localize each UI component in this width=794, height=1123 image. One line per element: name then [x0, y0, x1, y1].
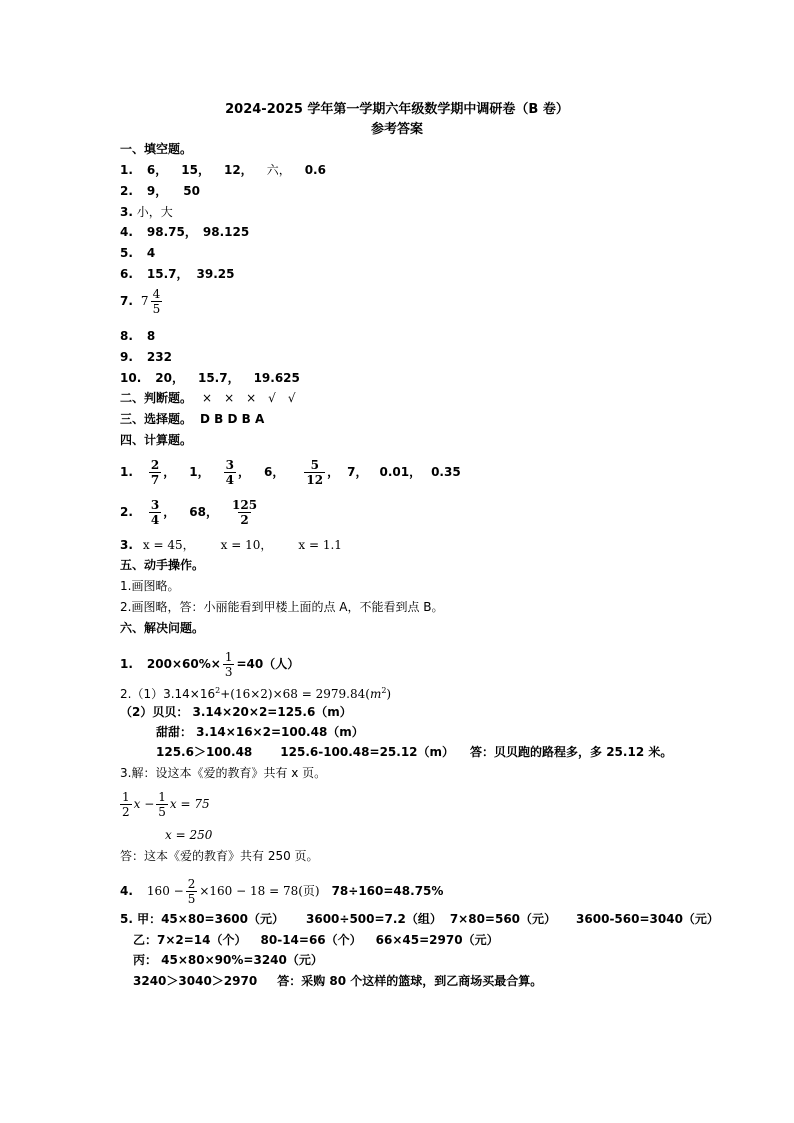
s6-q4: 4. 160 − $\frac{2}{5}$ ×160 − 18 = 78(页) 78÷160=48.75% — [120, 877, 444, 906]
mixed-fraction: $\frac{4}{5}$ — [152, 287, 161, 316]
s4-q2: 2. $\frac{3}{4}$ ， 68， $\frac{125}{2}$ — [120, 498, 258, 527]
s1-q10: 10. 20， 15.7， 19.625 — [120, 371, 300, 385]
s1-q5: 5. 4 — [120, 246, 156, 260]
s6-q3-line-1: 3.解：设这本《爱的教育》共有 x 页。 — [120, 766, 327, 780]
section-5-heading: 五、动手操作。 — [120, 558, 205, 572]
s6-q2-line-2: （2）贝贝： 3.14×20×2=125.6（m） — [120, 705, 352, 719]
section-2: 二、判断题。 × × × √ √ — [120, 391, 296, 405]
s1-q1: 1. 6， 15， 12， 六， 0.6 — [120, 163, 326, 177]
s6-q5-line-1: 5. 甲：45×80=3600（元） 3600÷500=7.2（组） 7×80=560（元） 3600-560=3040（元） — [120, 912, 719, 926]
s6-q2-line-3: 甜甜： 3.14×16×2=100.48（m） — [156, 725, 364, 739]
s5-line-1: 1.画图略。 — [120, 579, 180, 593]
s1-q6: 6. 15.7， 39.25 — [120, 267, 235, 281]
s6-q1: 1. 200×60%× $\frac{1}{3}$ =40（人） — [120, 650, 300, 679]
s6-q2-line-4: 125.6＞100.48 125.6-100.48=25.12（m） 答：贝贝跑的路程多，多 25.12 米。 — [156, 745, 673, 759]
page-title: 2024-2025 学年第一学期六年级数学期中调研卷（B 卷） — [225, 102, 569, 117]
s1-q9: 9. 232 — [120, 350, 172, 364]
s6-q3-solution: x = 250 — [165, 828, 213, 842]
s1-q8: 8. 8 — [120, 329, 156, 343]
s6-q5-line-3: 丙： 45×80×90%=3240（元） — [133, 953, 323, 967]
s6-q2-line-1: $2.(1)3.14\times 16^2+(16\times 2)\times 68 = 2979.84(m^2)$ — [120, 686, 392, 701]
s4-q3: 3. x = 45， x = 10， x = 1.1 — [120, 538, 342, 552]
s1-q4: 4. 98.75， 98.125 — [120, 225, 250, 239]
s1-q2: 2. 9， 50 — [120, 184, 200, 198]
s1-q7: 7. 7 $\frac{4}{5}$ — [120, 287, 161, 316]
s5-line-2: 2.画图略，答：小丽能看到甲楼上面的点 A，不能看到点 B。 — [120, 600, 444, 614]
section-3: 三、选择题。 D B D B A — [120, 412, 265, 426]
section-4-heading: 四、计算题。 — [120, 433, 193, 447]
s6-q3-answer: 答：这本《爱的教育》共有 250 页。 — [120, 849, 319, 863]
s6-q3-equation: $\frac{1}{2}$ x − $\frac{1}{5}$ x = 75 — [122, 790, 210, 819]
s6-q5-line-2: 乙：7×2=14（个） 80-14=66（个） 66×45=2970（元） — [133, 933, 499, 947]
section-6-heading: 六、解决问题。 — [120, 621, 205, 635]
section-1-heading: 一、填空题。 — [120, 142, 193, 156]
page-subtitle: 参考答案 — [370, 122, 423, 137]
s1-q3: 3. 小，大 — [120, 205, 173, 219]
s6-q5-line-4: 3240＞3040＞2970 答：采购 80 个这样的篮球，到乙商场买最合算。 — [133, 974, 543, 988]
s4-q1: 1. $\frac{2}{7}$ ， 1， $\frac{3}{4}$ ， 6， $\frac{5}{12}$ ， 7， 0.01， 0.35 — [120, 458, 461, 487]
